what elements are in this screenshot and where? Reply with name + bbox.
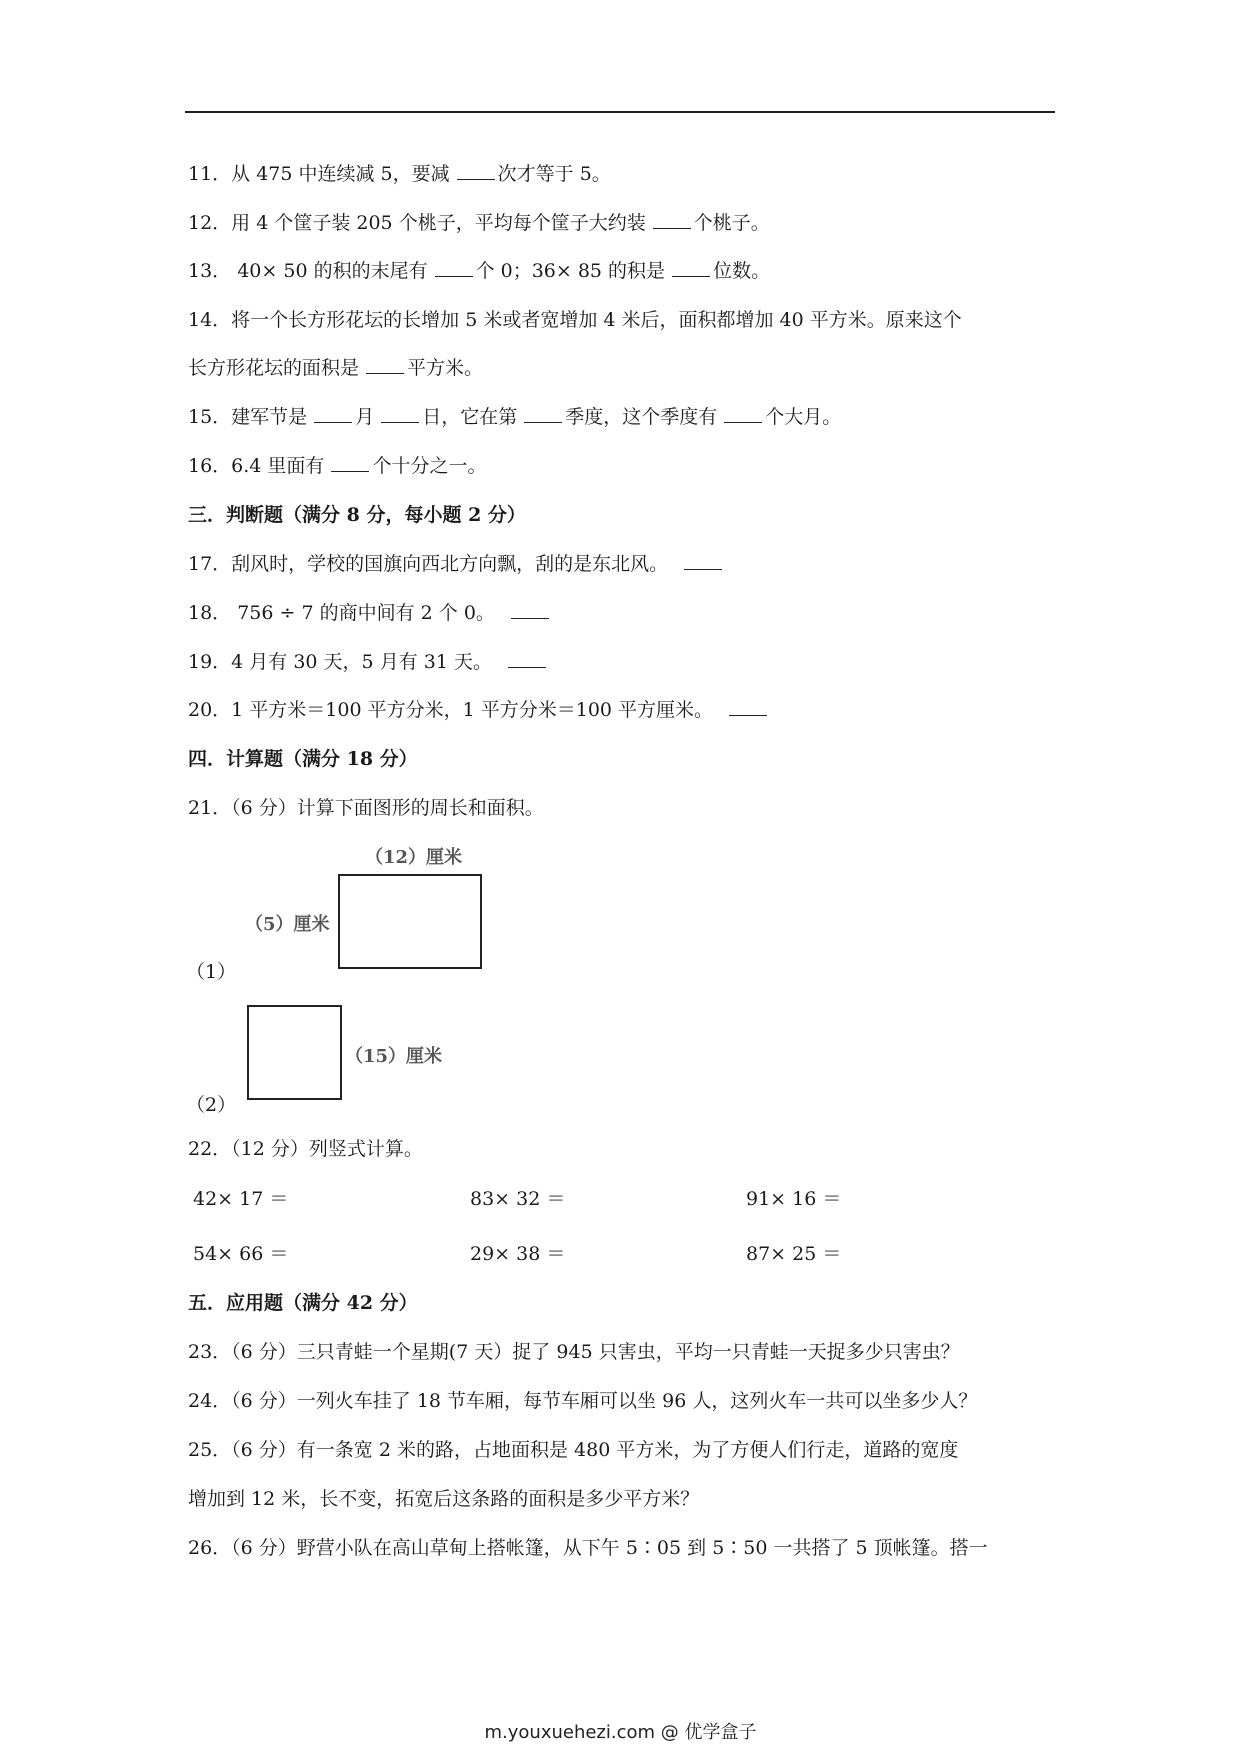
answer-blank[interactable] bbox=[684, 551, 722, 570]
question-23: 23．（6 分）三只青蛙一个星期(7 天）捉了 945 只害虫，平均一只青蛙一天捉多少只害虫？ bbox=[188, 1341, 960, 1363]
question-15-text-a: 15．建军节是 bbox=[188, 406, 308, 428]
question-12 bbox=[188, 210, 770, 236]
question-14-line2 bbox=[188, 355, 483, 381]
figure-1-width-label: （5）厘米 bbox=[245, 914, 330, 935]
answer-blank[interactable] bbox=[314, 404, 352, 423]
question-13-text-b: 个 0；36× 85 的积是 bbox=[475, 260, 666, 282]
calc-expression: 83× 32 ＝ bbox=[470, 1188, 566, 1210]
question-11-text-a: 11．从 475 中连续减 5，要减 bbox=[188, 163, 450, 185]
question-18-text: 18． 756 ÷ 7 的商中间有 2 个 0。 bbox=[188, 602, 495, 624]
question-15 bbox=[188, 404, 841, 430]
question-14-text-a: 长方形花坛的面积是 bbox=[188, 357, 360, 379]
question-16-text-b: 个十分之一。 bbox=[372, 455, 487, 477]
answer-blank[interactable] bbox=[729, 697, 767, 716]
question-13-text-a: 13． 40× 50 的积的末尾有 bbox=[188, 260, 428, 282]
section-heading-calculation: 四．计算题（满分 18 分） bbox=[188, 748, 418, 770]
figure-1-rectangle bbox=[338, 874, 482, 969]
question-17 bbox=[188, 551, 725, 577]
figure-1-length-label: （12）厘米 bbox=[365, 847, 463, 868]
answer-blank[interactable] bbox=[457, 161, 495, 180]
question-20-text: 20．1 平方米＝100 平方分米，1 平方分米＝100 平方厘米。 bbox=[188, 699, 714, 721]
question-25-line2: 增加到 12 米，长不变，拓宽后这条路的面积是多少平方米？ bbox=[188, 1488, 700, 1510]
answer-blank[interactable] bbox=[381, 404, 419, 423]
calc-expression: 42× 17 ＝ bbox=[193, 1188, 289, 1210]
question-26: 26．（6 分）野营小队在高山草甸上搭帐篷，从下午 5∶05 到 5∶50 一共搭了 5 顶帐篷。搭一 bbox=[188, 1537, 988, 1559]
question-16 bbox=[188, 453, 486, 479]
answer-blank[interactable] bbox=[331, 453, 369, 472]
question-14-text-b: 平方米。 bbox=[407, 357, 484, 379]
section-heading-judgement: 三．判断题（满分 8 分，每小题 2 分） bbox=[188, 504, 526, 526]
question-14-line1: 14．将一个长方形花坛的长增加 5 米或者宽增加 4 米后，面积都增加 40 平方米。原来这个 bbox=[188, 309, 962, 331]
question-20 bbox=[188, 697, 770, 723]
figure-2-square bbox=[247, 1005, 342, 1100]
answer-blank[interactable] bbox=[672, 258, 710, 277]
calc-expression: 91× 16 ＝ bbox=[746, 1188, 842, 1210]
question-12-text-b: 个桃子。 bbox=[693, 212, 770, 234]
question-24: 24．（6 分）一列火车挂了 18 节车厢，每节车厢可以坐 96 人，这列火车一共可以坐多少人？ bbox=[188, 1390, 978, 1412]
header-rule bbox=[185, 111, 1055, 113]
calc-expression: 29× 38 ＝ bbox=[470, 1243, 566, 1265]
question-16-text-a: 16．6.4 里面有 bbox=[188, 455, 325, 477]
calc-expression: 87× 25 ＝ bbox=[746, 1243, 842, 1265]
question-11-text-b: 次才等于 5。 bbox=[497, 163, 611, 185]
section-heading-application: 五．应用题（满分 42 分） bbox=[188, 1292, 418, 1314]
question-17-text: 17．刮风时，学校的国旗向西北方向飘，刮的是东北风。 bbox=[188, 553, 669, 575]
question-19-text: 19．4 月有 30 天，5 月有 31 天。 bbox=[188, 651, 492, 673]
question-13 bbox=[188, 258, 770, 284]
answer-blank[interactable] bbox=[435, 258, 473, 277]
question-15-text-b: 月 bbox=[355, 406, 375, 428]
footer-watermark: m.youxuehezi.com @ 优学盒子 bbox=[484, 1722, 757, 1743]
question-19 bbox=[188, 649, 549, 675]
question-15-text-e: 个大月。 bbox=[765, 406, 842, 428]
question-15-text-d: 季度，这个季度有 bbox=[565, 406, 718, 428]
calc-expression: 54× 66 ＝ bbox=[193, 1243, 289, 1265]
answer-blank[interactable] bbox=[524, 404, 562, 423]
question-25-line1: 25．（6 分）有一条宽 2 米的路，占地面积是 480 平方米，为了方便人们行走，道路的宽度 bbox=[188, 1439, 959, 1461]
figure-1-number: （1） bbox=[186, 961, 237, 983]
question-13-text-c: 位数。 bbox=[713, 260, 771, 282]
question-11 bbox=[188, 161, 611, 187]
question-15-text-c: 日，它在第 bbox=[422, 406, 518, 428]
answer-blank[interactable] bbox=[366, 355, 404, 374]
question-21: 21．（6 分）计算下面图形的周长和面积。 bbox=[188, 797, 544, 819]
answer-blank[interactable] bbox=[653, 210, 691, 229]
figure-2-number: （2） bbox=[186, 1094, 237, 1116]
figure-2-side-label: （15）厘米 bbox=[345, 1046, 443, 1067]
answer-blank[interactable] bbox=[724, 404, 762, 423]
question-22: 22．（12 分）列竖式计算。 bbox=[188, 1138, 423, 1160]
question-18 bbox=[188, 600, 552, 626]
answer-blank[interactable] bbox=[511, 600, 549, 619]
question-12-text-a: 12．用 4 个筐子装 205 个桃子，平均每个筐子大约装 bbox=[188, 212, 646, 234]
answer-blank[interactable] bbox=[508, 649, 546, 668]
